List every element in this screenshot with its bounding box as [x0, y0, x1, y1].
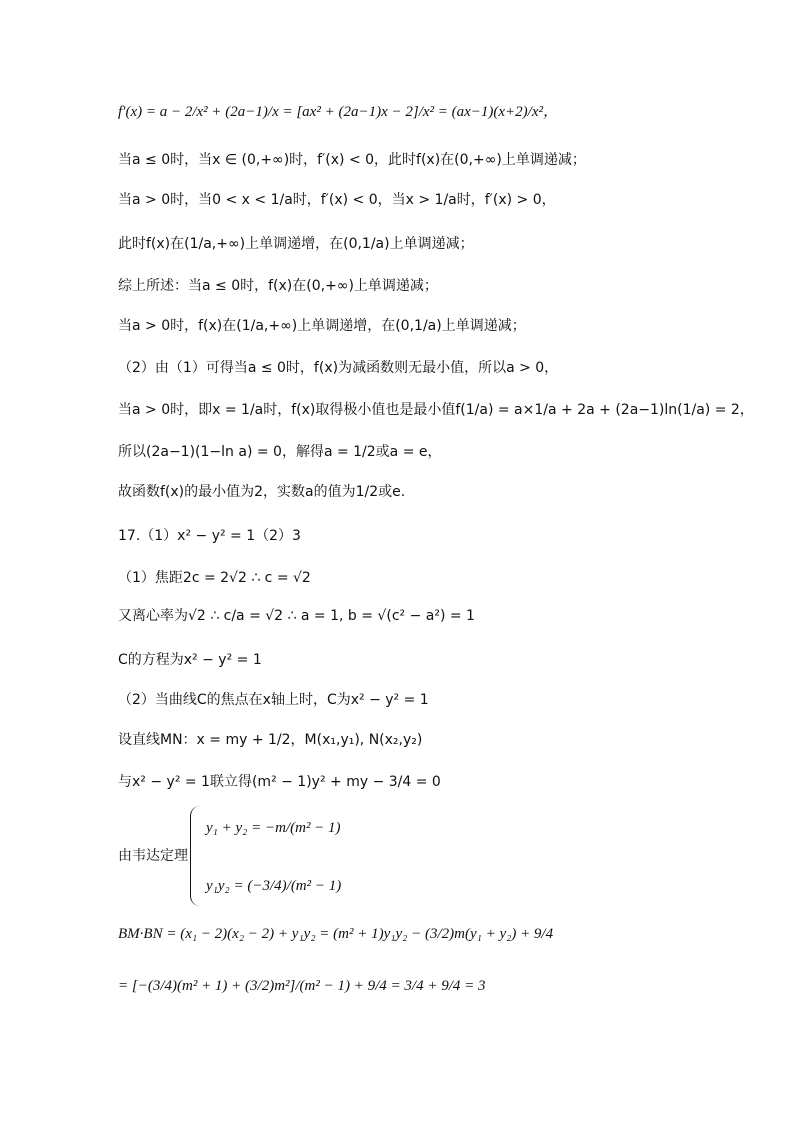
dot-product-line: BM·BN = (x₁ − 2)(x₂ − 2) + y₁y₂ = (m² + 1)y₁y₂ − (3/2)m(y₁ + y₂) + 9/4 — [118, 926, 554, 942]
equation-c-line: C的方程为x² − y² = 1 — [118, 652, 262, 668]
conclusion-2: 当a > 0时，f(x)在(1/a,+∞)上单调递增，在(0,1/a)上单调递减； — [118, 318, 526, 334]
vieta-brace — [190, 806, 205, 906]
case-a-gt-0: 当a > 0时，当0 < x < 1/a时，f′(x) < 0，当x > 1/a时，f′(x) > 0， — [118, 192, 556, 208]
solve-a-line: 所以(2a−1)(1−ln a) = 0，解得a = 1/2或a = e， — [118, 444, 442, 460]
vieta-product: y₁y₂ = (−3/4)/(m² − 1) — [206, 878, 342, 894]
focal-length-line: （1）焦距2c = 2√2 ∴ c = √2 — [118, 570, 311, 586]
question-17-header: 17.（1）x² − y² = 1（2）3 — [118, 528, 301, 544]
monotonic-summary: 此时f(x)在(1/a,+∞)上单调递增，在(0,1/a)上单调递减； — [118, 236, 474, 252]
dot-product-result: = [−(3/4)(m² + 1) + (3/2)m²]/(m² − 1) + 9/4 = 3/4 + 9/4 = 3 — [118, 978, 486, 994]
part-2-intro: （2）由（1）可得当a ≤ 0时，f(x)为减函数则无最小值，所以a > 0， — [118, 360, 559, 376]
eccentricity-line: 又离心率为√2 ∴ c/a = √2 ∴ a = 1, b = √(c² − a²) = 1 — [118, 608, 475, 624]
vieta-label: 由韦达定理 — [118, 848, 188, 864]
case-a-le-0: 当a ≤ 0时，当x ∈ (0,+∞)时，f′(x) < 0，此时f(x)在(0,+∞)上单调递减； — [118, 152, 586, 168]
simultaneous-eq: 与x² − y² = 1联立得(m² − 1)y² + my − 3/4 = 0 — [118, 774, 441, 790]
vieta-sum: y₁ + y₂ = −m/(m² − 1) — [206, 820, 341, 836]
part-2-hyperbola: （2）当曲线C的焦点在x轴上时，C为x² − y² = 1 — [118, 692, 429, 708]
line-mn: 设直线MN：x = my + 1/2，M(x₁,y₁), N(x₂,y₂) — [118, 732, 423, 748]
derivative-line: f′(x) = a − 2/x² + (2a−1)/x = [ax² + (2a−1)x − 2]/x² = (ax−1)(x+2)/x²， — [118, 104, 558, 120]
final-answer: 故函数f(x)的最小值为2，实数a的值为1/2或e. — [118, 484, 406, 500]
conclusion-1: 综上所述：当a ≤ 0时，f(x)在(0,+∞)上单调递减； — [118, 278, 438, 294]
min-value-line: 当a > 0时，即x = 1/a时，f(x)取得极小值也是最小值f(1/a) = a×1/a + 2a + (2a−1)ln(1/a) = 2， — [118, 402, 754, 418]
